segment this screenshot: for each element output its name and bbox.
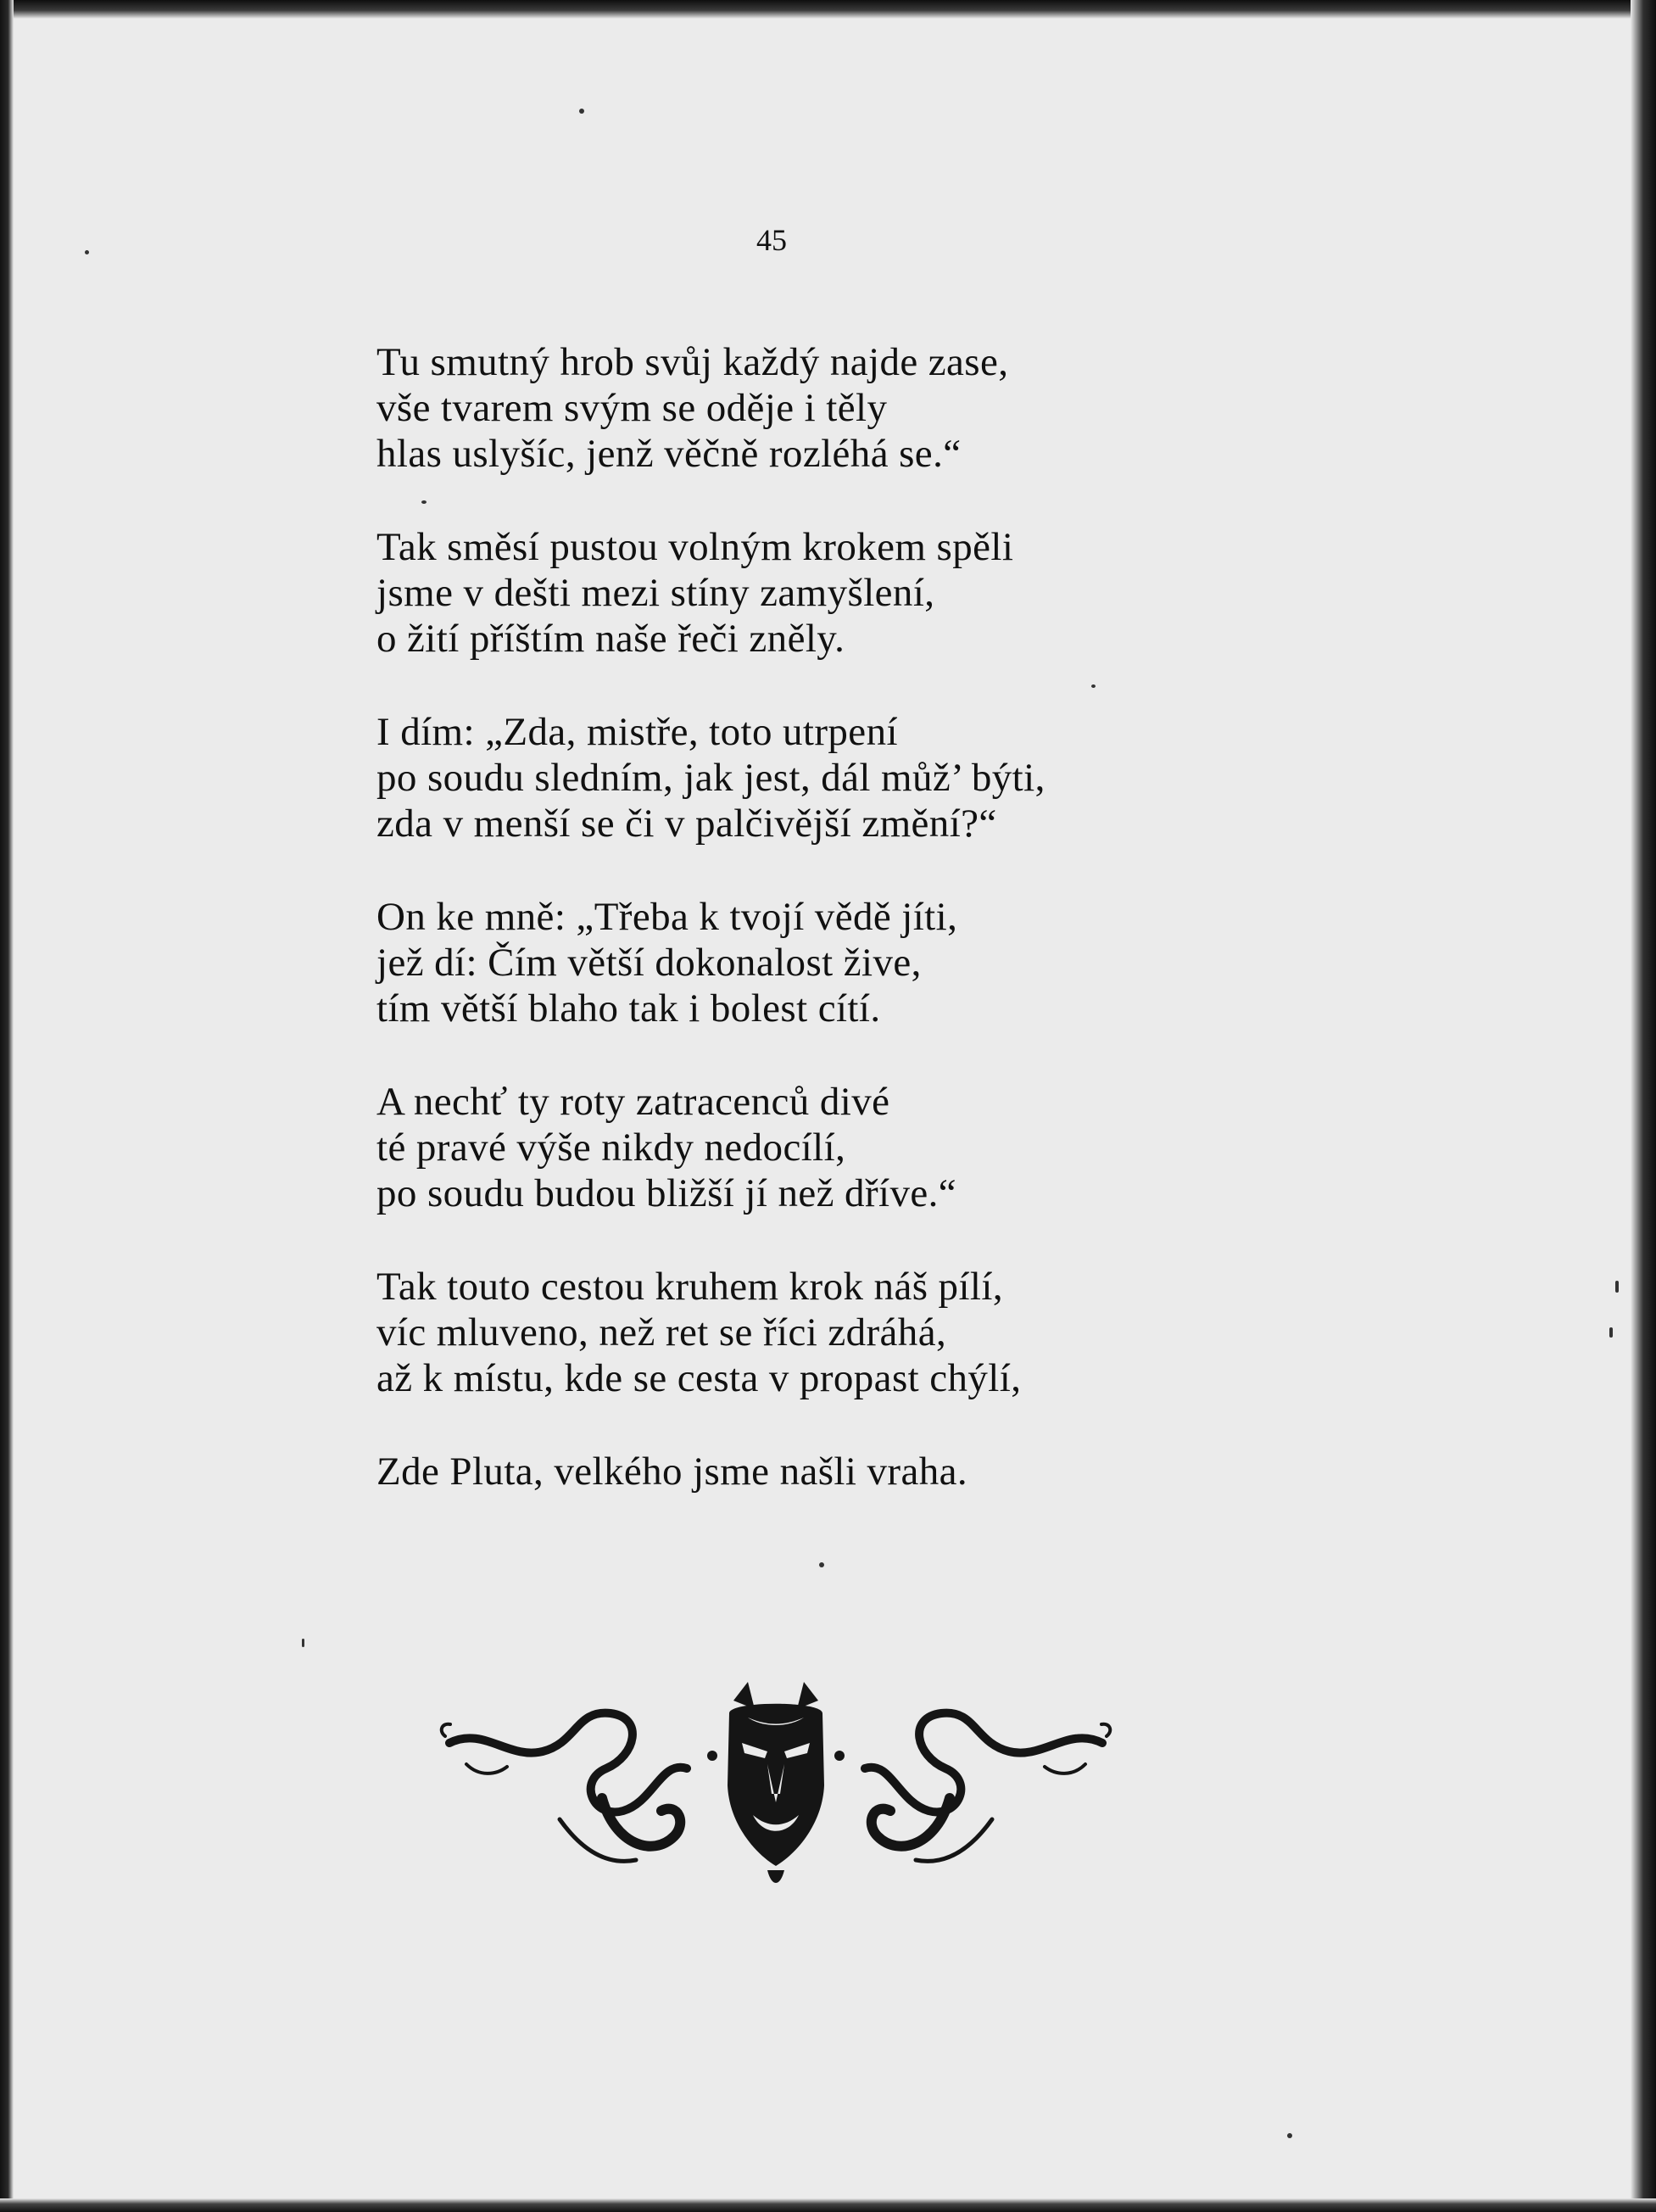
verse-line: A nechť ty roty zatracenců divé <box>376 1080 890 1124</box>
verse-line: Tak touto cestou kruhem krok náš pílí, <box>376 1265 1003 1309</box>
page-number: 45 <box>756 223 787 257</box>
stanza <box>376 1264 1224 1401</box>
verse-line: Zde Pluta, velkého jsme našli vraha. <box>376 1450 968 1494</box>
stanza-final <box>376 1449 1224 1494</box>
verse-line: hlas uslyšíc, jenž věčně rozléhá se.“ <box>376 432 962 476</box>
stanza <box>376 1079 1224 1216</box>
scan-speck <box>819 1562 824 1567</box>
stanza <box>376 524 1224 662</box>
verse-line: jež dí: Čím větší dokonalost žive, <box>376 941 922 985</box>
scan-speck <box>85 250 89 254</box>
scan-edge-bottom <box>0 2198 1656 2212</box>
stanza <box>376 709 1224 846</box>
verse-line: víc mluveno, než ret se říci zdráhá, <box>376 1310 947 1355</box>
scan-speck <box>579 109 584 114</box>
scan-edge-left <box>0 0 14 2212</box>
scan-speck <box>1615 1281 1619 1293</box>
poem-text <box>376 339 1224 1542</box>
verse-line: On ke mně: „Třeba k tvojí vědě jíti, <box>376 895 958 939</box>
verse-line: tím větší blaho tak i bolest cítí. <box>376 986 881 1031</box>
verse-line: jsme v dešti mezi stíny zamyšlení, <box>376 571 935 615</box>
verse-line: až k místu, kde se cesta v propast chýlí, <box>376 1356 1022 1400</box>
verse-line: I dím: „Zda, mistře, toto utrpení <box>376 710 898 754</box>
verse-line: zda v menší se či v palčivější změní?“ <box>376 802 997 846</box>
verse-line: Tak směsí pustou volným krokem spěli <box>376 525 1014 569</box>
scan-speck <box>302 1639 304 1647</box>
verse-line: o žití příštím naše řeči zněly. <box>376 617 845 661</box>
verse-line: Tu smutný hrob svůj každý najde zase, <box>376 340 1009 384</box>
verse-line: té pravé výše nikdy nedocílí, <box>376 1126 846 1170</box>
stanza <box>376 339 1224 477</box>
verse-line: vše tvarem svým se oděje i těly <box>376 386 888 430</box>
devil-mask-with-serpents-icon <box>432 1675 1119 1896</box>
scan-speck <box>1287 2133 1292 2138</box>
verse-line: po soudu budou bližší jí než dříve.“ <box>376 1171 957 1215</box>
scan-speck <box>1609 1327 1613 1338</box>
scan-edge-right <box>1631 0 1656 2212</box>
scan-edge-top <box>0 0 1656 19</box>
verse-line: po soudu sledním, jak jest, dál můž’ býti, <box>376 756 1045 800</box>
stanza <box>376 894 1224 1031</box>
